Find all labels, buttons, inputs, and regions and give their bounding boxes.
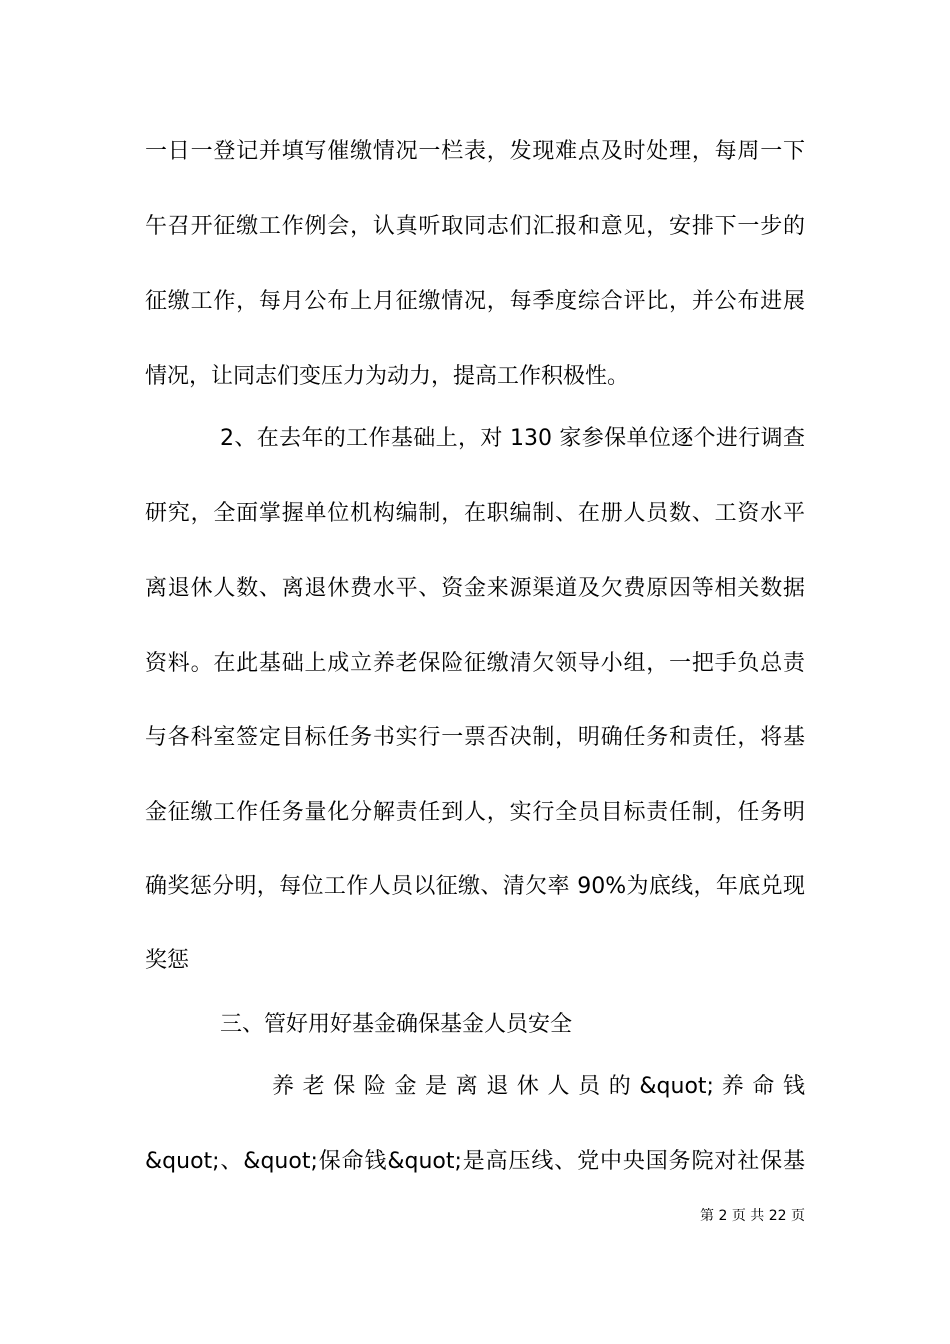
text-line: 资料。在此基础上成立养老保险征缴清欠领导小组，一把手负总责 <box>145 651 805 676</box>
text-line: 奖惩 <box>145 948 190 973</box>
text-line: &quot;、&quot;保命钱&quot;是高压线、党中央国务院对社保基 <box>145 1149 805 1174</box>
text-line: 离退休人数、离退休费水平、资金来源渠道及欠费原因等相关数据 <box>145 576 805 601</box>
section-heading: 三、管好用好基金确保基金人员安全 <box>220 1012 573 1037</box>
text-line: 金征缴工作任务量化分解责任到人，实行全员目标责任制，任务明 <box>145 800 805 825</box>
text-line: 与各科室签定目标任务书实行一票否决制，明确任务和责任，将基 <box>145 725 805 750</box>
paragraph-start-line: 2、在去年的工作基础上，对 130 家参保单位逐个进行调查 <box>220 426 805 451</box>
paragraph-start-line: 养 老 保 险 金 是 离 退 休 人 员 的 &quot; 养 命 钱 <box>272 1074 805 1099</box>
text-line: 征缴工作，每月公布上月征缴情况，每季度综合评比，并公布进展 <box>145 289 805 314</box>
page-number-footer: 第 2 页 共 22 页 <box>700 1208 805 1224</box>
text-line: 午召开征缴工作例会，认真听取同志们汇报和意见，安排下一步的 <box>145 214 805 239</box>
text-line: 研究，全面掌握单位机构编制，在职编制、在册人员数、工资水平 <box>145 501 805 526</box>
text-line: 情况，让同志们变压力为动力，提高工作积极性。 <box>145 364 630 389</box>
text-line: 确奖惩分明，每位工作人员以征缴、清欠率 90%为底线，年底兑现 <box>145 874 805 899</box>
text-line: 一日一登记并填写催缴情况一栏表，发现难点及时处理，每周一下 <box>145 139 805 164</box>
